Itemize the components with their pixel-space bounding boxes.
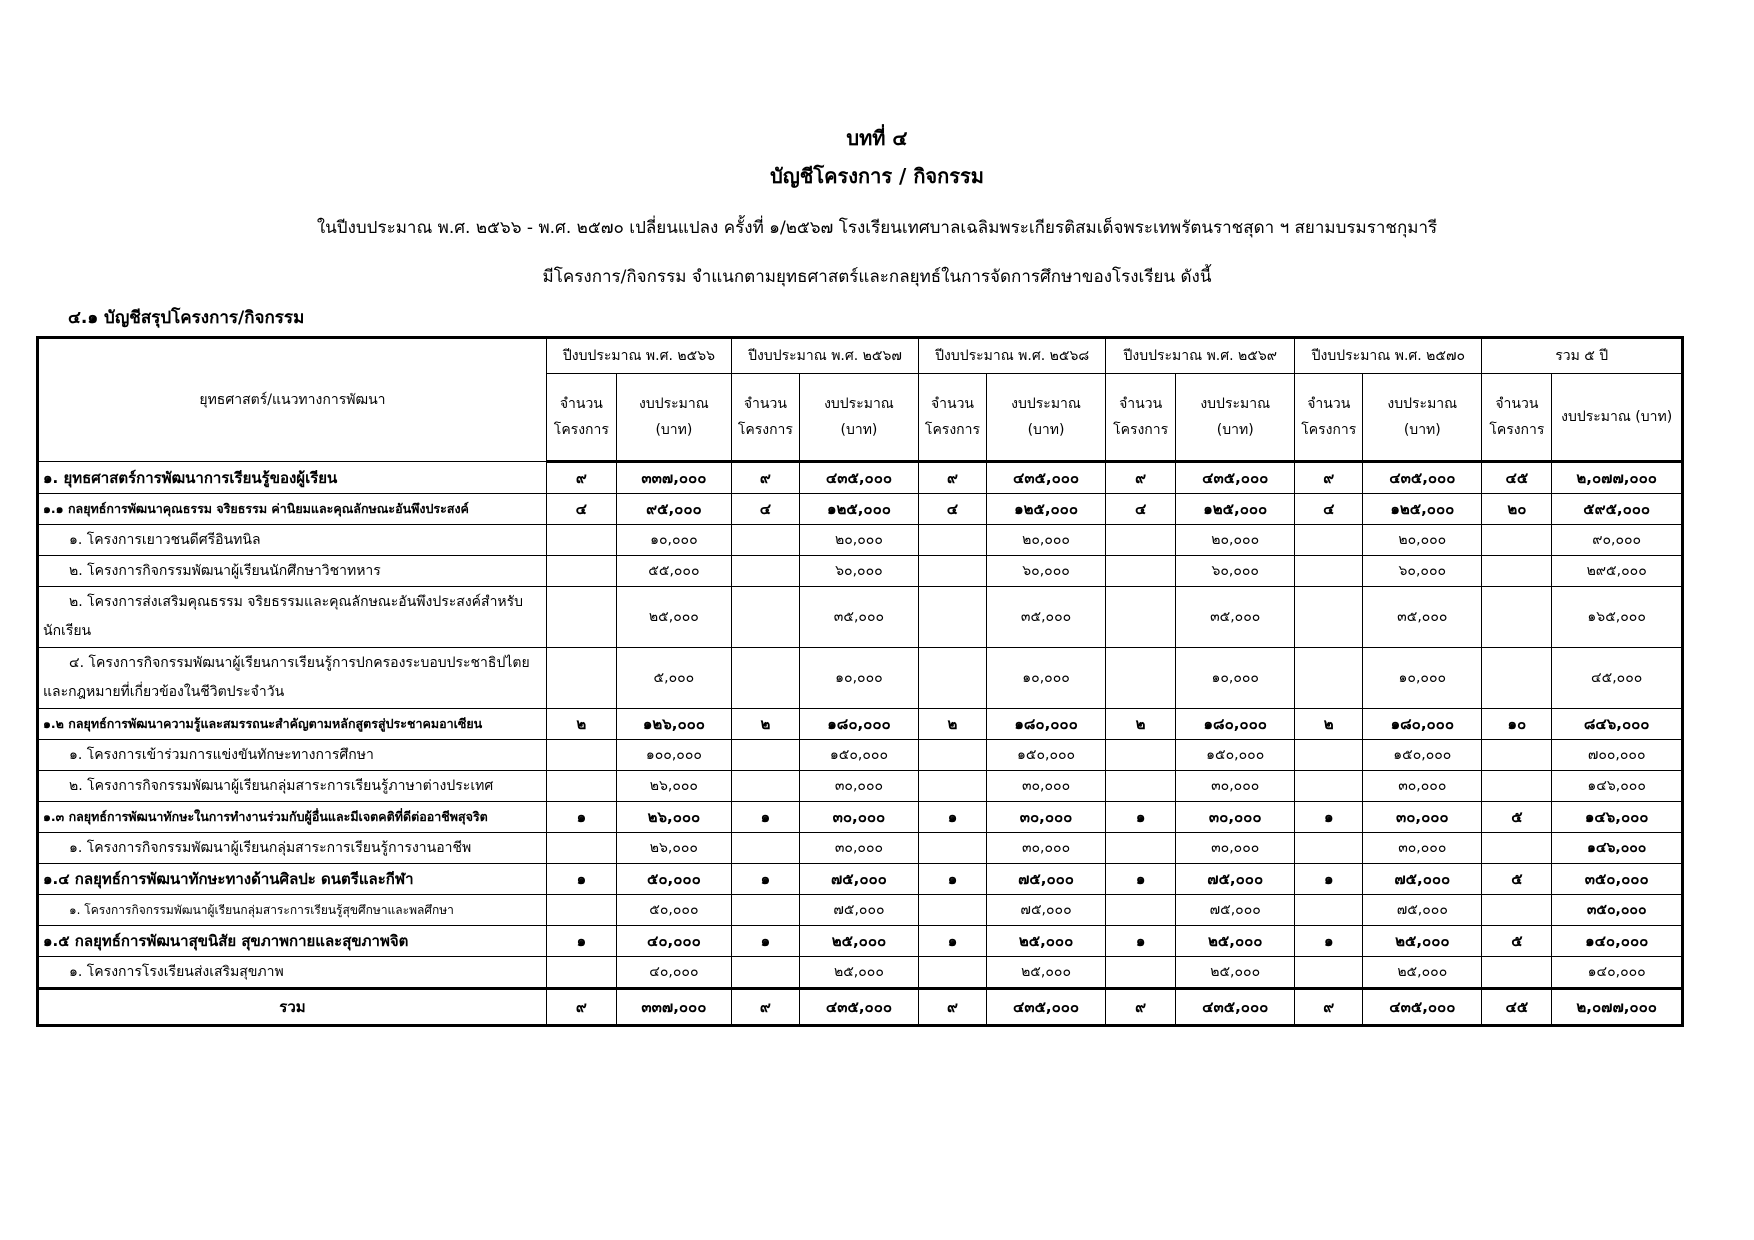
budget-cell: ๓๐,๐๐๐ (986, 771, 1105, 802)
row-label: ๑.๔ กลยุทธ์การพัฒนาทักษะทางด้านศิลปะ ดนตรีและกีฬา (38, 864, 547, 895)
count-cell: ๙ (546, 989, 616, 1026)
budget-cell: ๓๐,๐๐๐ (1176, 833, 1295, 864)
count-cell: ๔ (919, 494, 987, 525)
budget-cell: ๓๐,๐๐๐ (799, 771, 918, 802)
strategy-row (38, 864, 1683, 895)
intro-line-1: ในปีงบประมาณ พ.ศ. ๒๕๖๖ - พ.ศ. ๒๕๗๐ เปลี่ยนแปลง ครั้งที่ ๑/๒๕๖๗ โรงเรียนเทศบาลเฉลิมพระเกียรติสมเด็จพระเทพรัตนราชสุดา ฯ สยามบรมราชกุมารี (316, 218, 1438, 238)
total-count-cell: ๒๐ (1482, 494, 1552, 525)
budget-cell: ๔๐,๐๐๐ (616, 926, 731, 957)
count-cell (1106, 957, 1176, 989)
total-row (38, 989, 1683, 1026)
budget-cell: ๔๐,๐๐๐ (616, 957, 731, 989)
count-cell: ๑ (1106, 926, 1176, 957)
row-label: ๑. โครงการโรงเรียนส่งเสริมสุขภาพ (38, 957, 547, 989)
budget-cell: ๑๕๐,๐๐๐ (799, 740, 918, 771)
budget-cell: ๑๘๐,๐๐๐ (799, 709, 918, 740)
count-cell: ๙ (546, 462, 616, 494)
budget-cell: ๑๒๕,๐๐๐ (1363, 494, 1482, 525)
count-cell: ๒ (731, 709, 799, 740)
total-count-cell (1482, 556, 1552, 587)
count-cell (919, 957, 987, 989)
total-budget-cell: ๒,๐๗๗,๐๐๐ (1552, 462, 1683, 494)
project-row (38, 833, 1683, 864)
total-budget-cell: ๑๔๐,๐๐๐ (1552, 957, 1683, 989)
count-cell (1295, 525, 1363, 556)
count-cell (546, 740, 616, 771)
total-count-cell (1482, 833, 1552, 864)
budget-cell: ๗๕,๐๐๐ (1363, 895, 1482, 926)
count-cell: ๙ (1295, 462, 1363, 494)
count-cell: ๑ (919, 926, 987, 957)
budget-cell: ๗๕,๐๐๐ (1176, 895, 1295, 926)
budget-cell: ๑๘๐,๐๐๐ (1176, 709, 1295, 740)
strategy-sub-row (38, 494, 1683, 525)
budget-cell: ๖๐,๐๐๐ (799, 556, 918, 587)
budget-cell: ๖๐,๐๐๐ (1176, 556, 1295, 587)
budget-cell: ๑๒๕,๐๐๐ (1176, 494, 1295, 525)
total-count-cell (1482, 740, 1552, 771)
budget-cell: ๗๕,๐๐๐ (986, 864, 1105, 895)
total-count-cell: ๕ (1482, 802, 1552, 833)
count-cell: ๙ (919, 989, 987, 1026)
budget-cell: ๓๐,๐๐๐ (986, 833, 1105, 864)
count-cell (731, 833, 799, 864)
budget-cell: ๓๕,๐๐๐ (986, 587, 1105, 648)
count-cell (731, 648, 799, 709)
budget-cell: ๗๕,๐๐๐ (799, 864, 918, 895)
count-cell (1295, 556, 1363, 587)
strategy-sub-row (38, 802, 1683, 833)
budget-cell: ๗๕,๐๐๐ (1363, 864, 1482, 895)
budget-cell: ๗๕,๐๐๐ (986, 895, 1105, 926)
budget-cell: ๒๐,๐๐๐ (799, 525, 918, 556)
count-header: จำนวน โครงการ (731, 374, 799, 462)
row-label: ๒. โครงการกิจกรรมพัฒนาผู้เรียนกลุ่มสาระการเรียนรู้ภาษาต่างประเทศ (38, 771, 547, 802)
budget-cell: ๔๓๕,๐๐๐ (986, 989, 1105, 1026)
count-cell (919, 740, 987, 771)
total-budget-cell: ๘๔๖,๐๐๐ (1552, 709, 1683, 740)
count-header: จำนวน โครงการ (1295, 374, 1363, 462)
total-count-cell (1482, 587, 1552, 648)
budget-cell: ๖๐,๐๐๐ (1363, 556, 1482, 587)
budget-cell: ๒๕,๐๐๐ (1363, 926, 1482, 957)
project-row (38, 556, 1683, 587)
budget-cell: ๒๖,๐๐๐ (616, 771, 731, 802)
budget-cell: ๔๓๕,๐๐๐ (1176, 989, 1295, 1026)
row-label: ๑.๑ กลยุทธ์การพัฒนาคุณธรรม จริยธรรม ค่านิยมและคุณลักษณะอันพึงประสงค์ (38, 494, 547, 525)
total-count-cell: ๔๕ (1482, 462, 1552, 494)
budget-cell: ๓๐,๐๐๐ (1363, 802, 1482, 833)
count-cell (731, 740, 799, 771)
total-count-cell (1482, 771, 1552, 802)
budget-cell: ๒๐,๐๐๐ (1176, 525, 1295, 556)
budget-cell: ๑๐,๐๐๐ (1363, 648, 1482, 709)
budget-cell: ๙๕,๐๐๐ (616, 494, 731, 525)
budget-cell: ๔๓๕,๐๐๐ (1363, 462, 1482, 494)
count-cell: ๙ (1106, 989, 1176, 1026)
row-label: ๑.๕ กลยุทธ์การพัฒนาสุขนิสัย สุขภาพกายและสุขภาพจิต (38, 926, 547, 957)
count-cell (1295, 957, 1363, 989)
budget-cell: ๒๐,๐๐๐ (986, 525, 1105, 556)
count-cell: ๔ (1295, 494, 1363, 525)
count-cell: ๔ (731, 494, 799, 525)
count-cell (1295, 771, 1363, 802)
budget-cell: ๒๕,๐๐๐ (799, 926, 918, 957)
row-label: ๒. โครงการส่งเสริมคุณธรรม จริยธรรมและคุณลักษณะอันพึงประสงค์สำหรับนักเรียน (38, 587, 547, 648)
count-cell: ๑ (1106, 864, 1176, 895)
budget-cell: ๔๓๕,๐๐๐ (799, 989, 918, 1026)
count-cell (1295, 740, 1363, 771)
year-header-2568: ปีงบประมาณ พ.ศ. ๒๕๖๘ (919, 338, 1106, 374)
total-budget-cell: ๕๙๕,๐๐๐ (1552, 494, 1683, 525)
count-cell (1106, 833, 1176, 864)
count-cell (919, 556, 987, 587)
budget-cell: ๑๐,๐๐๐ (1176, 648, 1295, 709)
year-header-2569: ปีงบประมาณ พ.ศ. ๒๕๖๙ (1106, 338, 1295, 374)
strategy-sub-row (38, 709, 1683, 740)
total-budget-cell: ๔๕,๐๐๐ (1552, 648, 1683, 709)
strategy-row (38, 926, 1683, 957)
count-cell: ๔ (1106, 494, 1176, 525)
budget-cell: ๒๕,๐๐๐ (1363, 957, 1482, 989)
total-budget-cell: ๑๔๖,๐๐๐ (1552, 771, 1683, 802)
budget-cell: ๕๐,๐๐๐ (616, 895, 731, 926)
budget-cell: ๓๕,๐๐๐ (1176, 587, 1295, 648)
strategy-column-header: ยุทธศาสตร์/แนวทางการพัฒนา (38, 338, 547, 462)
count-cell (731, 957, 799, 989)
count-cell (546, 525, 616, 556)
count-cell: ๑ (731, 802, 799, 833)
budget-cell: ๓๐,๐๐๐ (1176, 771, 1295, 802)
budget-cell: ๒๖,๐๐๐ (616, 833, 731, 864)
count-cell (919, 587, 987, 648)
budget-cell: ๒๕,๐๐๐ (1176, 957, 1295, 989)
count-cell: ๑ (1295, 802, 1363, 833)
project-row (38, 525, 1683, 556)
count-cell (1295, 648, 1363, 709)
budget-header: งบประมาณ (บาท) (1176, 374, 1295, 462)
count-cell: ๙ (731, 989, 799, 1026)
budget-cell: ๔๓๕,๐๐๐ (986, 462, 1105, 494)
count-cell (731, 525, 799, 556)
count-cell: ๙ (1295, 989, 1363, 1026)
total-budget-cell: ๙๐,๐๐๐ (1552, 525, 1683, 556)
budget-cell: ๑๘๐,๐๐๐ (1363, 709, 1482, 740)
count-cell (546, 957, 616, 989)
project-row (38, 895, 1683, 926)
budget-cell: ๑๕๐,๐๐๐ (1176, 740, 1295, 771)
count-cell: ๙ (731, 462, 799, 494)
count-cell (546, 648, 616, 709)
document-title: บัญชีโครงการ / กิจกรรม (770, 164, 984, 188)
budget-cell: ๓๓๗,๐๐๐ (616, 989, 731, 1026)
strategy-row (38, 462, 1683, 494)
budget-cell: ๑๘๐,๐๐๐ (986, 709, 1105, 740)
chapter-heading: บทที่ ๔ (846, 126, 908, 150)
budget-cell: ๕๕,๐๐๐ (616, 556, 731, 587)
count-cell: ๒ (1295, 709, 1363, 740)
row-label: ๑. โครงการกิจกรรมพัฒนาผู้เรียนกลุ่มสาระการเรียนรู้สุขศึกษาและพลศึกษา (38, 895, 547, 926)
total-budget-cell: ๒,๐๗๗,๐๐๐ (1552, 989, 1683, 1026)
count-cell (1106, 587, 1176, 648)
count-cell: ๒ (546, 709, 616, 740)
total-count-cell (1482, 525, 1552, 556)
total-budget-cell: ๑๔๖,๐๐๐ (1552, 833, 1683, 864)
budget-cell: ๓๕,๐๐๐ (1363, 587, 1482, 648)
budget-cell: ๕,๐๐๐ (616, 648, 731, 709)
budget-header: งบประมาณ (บาท) (986, 374, 1105, 462)
year-header-2570: ปีงบประมาณ พ.ศ. ๒๕๗๐ (1295, 338, 1482, 374)
count-cell: ๑ (1295, 926, 1363, 957)
count-cell (1106, 740, 1176, 771)
count-cell (919, 895, 987, 926)
intro-line-2: มีโครงการ/กิจกรรม จำแนกตามยุทธศาสตร์และกลยุทธ์ในการจัดการศึกษาของโรงเรียน ดังนี้ (542, 267, 1212, 287)
project-row (38, 648, 1683, 709)
budget-cell: ๒๕,๐๐๐ (799, 957, 918, 989)
budget-header: งบประมาณ (บาท) (799, 374, 918, 462)
count-cell (546, 833, 616, 864)
count-cell (919, 833, 987, 864)
total-count-cell (1482, 648, 1552, 709)
budget-cell: ๑๐,๐๐๐ (616, 525, 731, 556)
total-label: รวม (38, 989, 547, 1026)
budget-cell: ๓๐,๐๐๐ (1176, 802, 1295, 833)
year-header-2566: ปีงบประมาณ พ.ศ. ๒๕๖๖ (546, 338, 731, 374)
budget-cell: ๑๐,๐๐๐ (986, 648, 1105, 709)
budget-cell: ๑๒๖,๐๐๐ (616, 709, 731, 740)
count-cell: ๑ (731, 926, 799, 957)
total-count-cell: ๑๐ (1482, 709, 1552, 740)
count-cell (1106, 895, 1176, 926)
count-cell: ๑ (546, 926, 616, 957)
count-cell: ๑ (1295, 864, 1363, 895)
budget-cell: ๒๖,๐๐๐ (616, 802, 731, 833)
count-cell: ๙ (919, 462, 987, 494)
budget-cell: ๒๕,๐๐๐ (986, 957, 1105, 989)
total-count-cell: ๕ (1482, 926, 1552, 957)
total-budget-cell: ๓๕๐,๐๐๐ (1552, 895, 1683, 926)
count-cell (1295, 587, 1363, 648)
count-cell (1106, 556, 1176, 587)
count-cell (546, 587, 616, 648)
total-budget-cell: ๑๖๕,๐๐๐ (1552, 587, 1683, 648)
budget-cell: ๔๓๕,๐๐๐ (1363, 989, 1482, 1026)
project-row (38, 587, 1683, 648)
count-cell: ๑ (1106, 802, 1176, 833)
count-cell (731, 587, 799, 648)
budget-cell: ๓๐,๐๐๐ (1363, 771, 1482, 802)
budget-cell: ๓๕,๐๐๐ (799, 587, 918, 648)
count-cell: ๙ (1106, 462, 1176, 494)
row-label: ๑.๒ กลยุทธ์การพัฒนาความรู้และสมรรถนะสำคัญตามหลักสูตรสู่ประชาคมอาเซียน (38, 709, 547, 740)
count-cell: ๒ (1106, 709, 1176, 740)
total-5-years-header: รวม ๕ ปี (1482, 338, 1683, 374)
count-cell (731, 556, 799, 587)
budget-cell: ๒๐,๐๐๐ (1363, 525, 1482, 556)
table-body (38, 462, 1683, 1026)
row-label: ๑. ยุทธศาสตร์การพัฒนาการเรียนรู้ของผู้เรียน (38, 462, 547, 494)
count-cell: ๑ (919, 802, 987, 833)
count-cell (1106, 771, 1176, 802)
project-row (38, 957, 1683, 989)
row-label: ๒. โครงการกิจกรรมพัฒนาผู้เรียนนักศึกษาวิชาทหาร (38, 556, 547, 587)
header-row-years (38, 338, 1683, 374)
budget-cell: ๔๓๕,๐๐๐ (1176, 462, 1295, 494)
budget-header: งบประมาณ (บาท) (616, 374, 731, 462)
budget-cell: ๑๐๐,๐๐๐ (616, 740, 731, 771)
count-cell (919, 525, 987, 556)
count-cell (546, 895, 616, 926)
total-budget-cell: ๓๕๐,๐๐๐ (1552, 864, 1683, 895)
count-cell (1295, 895, 1363, 926)
budget-cell: ๓๐,๐๐๐ (1363, 833, 1482, 864)
count-cell (731, 895, 799, 926)
total-budget-cell: ๗๐๐,๐๐๐ (1552, 740, 1683, 771)
total-count-cell: ๕ (1482, 864, 1552, 895)
row-label: ๑.๓ กลยุทธ์การพัฒนาทักษะในการทำงานร่วมกับผู้อื่นและมีเจตคติที่ดีต่ออาชีพสุจริต (38, 802, 547, 833)
budget-cell: ๗๕,๐๐๐ (799, 895, 918, 926)
count-cell (919, 648, 987, 709)
budget-cell: ๓๐,๐๐๐ (799, 833, 918, 864)
row-label: ๑. โครงการกิจกรรมพัฒนาผู้เรียนกลุ่มสาระการเรียนรู้การงานอาชีพ (38, 833, 547, 864)
count-cell (731, 771, 799, 802)
project-row (38, 740, 1683, 771)
budget-cell: ๒๕,๐๐๐ (616, 587, 731, 648)
count-cell (1106, 648, 1176, 709)
budget-cell: ๗๕,๐๐๐ (1176, 864, 1295, 895)
row-label: ๑. โครงการเข้าร่วมการแข่งขันทักษะทางการศึกษา (38, 740, 547, 771)
count-cell: ๔ (546, 494, 616, 525)
count-header: จำนวน โครงการ (919, 374, 987, 462)
budget-cell: ๑๒๕,๐๐๐ (799, 494, 918, 525)
budget-cell: ๑๒๕,๐๐๐ (986, 494, 1105, 525)
count-cell: ๑ (546, 864, 616, 895)
budget-cell: ๔๓๕,๐๐๐ (799, 462, 918, 494)
count-cell (546, 556, 616, 587)
total-count-cell: ๔๕ (1482, 989, 1552, 1026)
year-header-2567: ปีงบประมาณ พ.ศ. ๒๕๖๗ (731, 338, 918, 374)
budget-header: งบประมาณ (บาท) (1363, 374, 1482, 462)
row-label: ๔. โครงการกิจกรรมพัฒนาผู้เรียนการเรียนรู้การปกครองระบอบประชาธิปไตยและกฎหมายที่เกี่ยวข้องในชีวิตประจำวัน (38, 648, 547, 709)
count-cell (1295, 833, 1363, 864)
project-summary-table (36, 336, 1684, 1027)
count-header: จำนวน โครงการ (1482, 374, 1552, 462)
budget-cell: ๕๐,๐๐๐ (616, 864, 731, 895)
count-cell (919, 771, 987, 802)
budget-cell: ๓๐,๐๐๐ (799, 802, 918, 833)
budget-cell: ๓๓๗,๐๐๐ (616, 462, 731, 494)
count-cell: ๑ (919, 864, 987, 895)
total-count-cell (1482, 957, 1552, 989)
total-count-cell (1482, 895, 1552, 926)
total-budget-cell: ๑๔๖,๐๐๐ (1552, 802, 1683, 833)
budget-cell: ๒๕,๐๐๐ (1176, 926, 1295, 957)
budget-cell: ๖๐,๐๐๐ (986, 556, 1105, 587)
count-header: จำนวน โครงการ (546, 374, 616, 462)
total-budget-cell: ๒๙๕,๐๐๐ (1552, 556, 1683, 587)
count-cell: ๑ (546, 802, 616, 833)
budget-cell: ๓๐,๐๐๐ (986, 802, 1105, 833)
total-budget-header: งบประมาณ (บาท) (1552, 374, 1683, 462)
project-row (38, 771, 1683, 802)
budget-cell: ๑๕๐,๐๐๐ (1363, 740, 1482, 771)
section-heading: ๔.๑ บัญชีสรุปโครงการ/กิจกรรม (68, 308, 305, 328)
count-cell: ๒ (919, 709, 987, 740)
budget-cell: ๑๐,๐๐๐ (799, 648, 918, 709)
count-cell: ๑ (731, 864, 799, 895)
count-cell (1106, 525, 1176, 556)
budget-cell: ๒๕,๐๐๐ (986, 926, 1105, 957)
count-header: จำนวน โครงการ (1106, 374, 1176, 462)
count-cell (546, 771, 616, 802)
total-budget-cell: ๑๔๐,๐๐๐ (1552, 926, 1683, 957)
row-label: ๑. โครงการเยาวชนดีศรีอินทนิล (38, 525, 547, 556)
budget-cell: ๑๕๐,๐๐๐ (986, 740, 1105, 771)
